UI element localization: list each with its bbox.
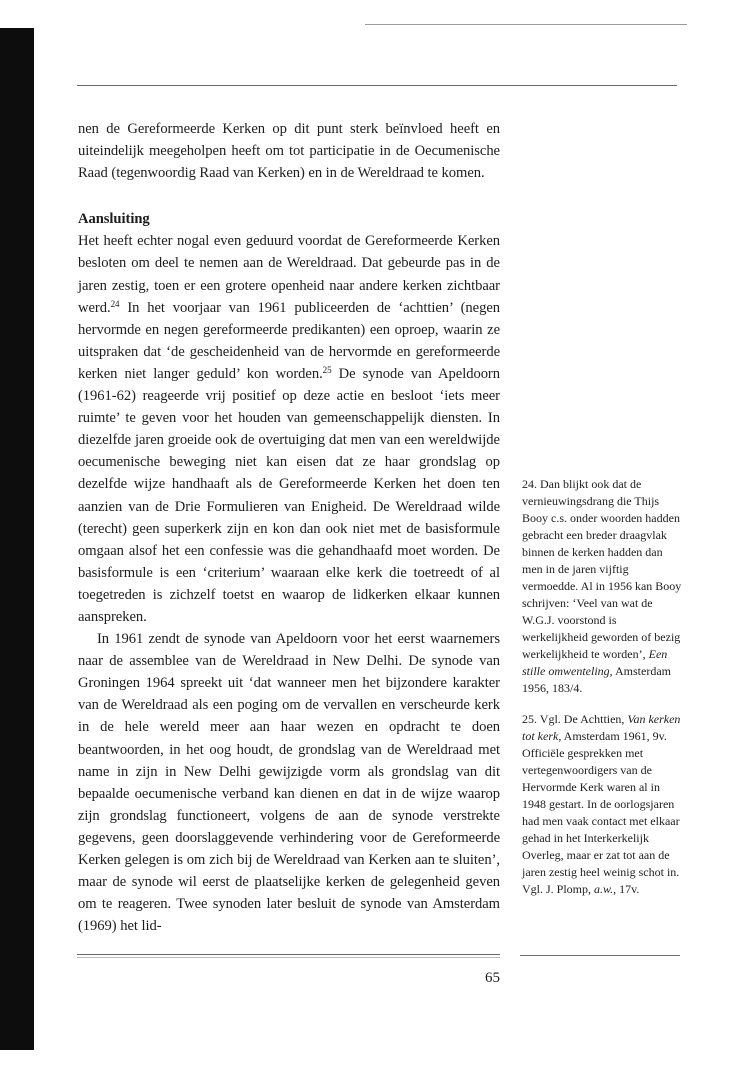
footnote-25-title: Van kerken tot kerk [522,712,681,743]
footnote-24-text-1: 24. Dan blijkt ook dat de vernieuwingsdrang die Thijs Booy c.s. onder woorden hadden gebracht een breder draagvlak binnen de kerken hadden dan men in de jaren vijftig vermoedde. Al in 1956 kan Booy schrijven: ‘Veel van wat de W.G.J. voorstond is werkelijkheid geworden of bezig werkelijkheid te worden’, [522,477,682,661]
paragraph-2-part-3: De synode van Apeldoorn (1961-62) reageerde vrij positief op deze actie en besloot ‘iets meer ruimte’ te geven voor het houden van gemeenschappelijk diensten. In diezelfde jaren groeide ook de overtuiging dat men van een wereldwijde oecumenische beweging niet kan eisen dat ze haar grondslag op dezelfde wijze handhaaft als de Gereformeerde Kerken het doen ten aanzien van de Drie Formulieren van Enigheid. De Wereldraad wilde (terecht) geen superkerk zijn en kon dan ook niet met de basisformule omgaan alsof het een confessie was die gehandhaafd moet worden. De basisformule is een ‘criterium’ waaraan elke kerk die toetreedt of al toegetreden is zichzelf toetst en waarop de lidkerken elkaar kunnen aanspreken. [78,365,500,625]
margin-notes [522,476,685,912]
notes-footer-rule [520,955,680,956]
footnote-25-text-1: 25. Vgl. De Achttien, [522,712,628,726]
section-heading: Aansluiting [78,211,150,228]
header-rule [77,85,677,86]
footnote-25-text-3: , 17v. [613,882,640,896]
binding-edge [0,28,34,1050]
footnote-25-abbr: a.w. [594,882,614,896]
footnote-ref-25[interactable]: 25 [322,364,332,375]
footnote-24 [522,476,685,697]
header-rule-short [365,24,687,25]
footer-rule [77,954,500,955]
paragraph-2-part-1: Het heeft echter nogal even geduurd voordat de Gereformeerde Kerken besloten om deel te nemen aan de Wereldraad. Dat gebeurde pas in de jaren zestig, toen er een grotere openheid naar andere kerken zichtbaar werd. [78,233,500,316]
paragraph-1: nen de Gereformeerde Kerken op dit punt sterk beïnvloed heeft en uiteindelijk meegeholpen heeft om tot participatie in de Oecumenische Raad (tegenwoordig Raad van Kerken) en in de Wereldraad te komen. [78,121,500,182]
footnote-24-text-2: , Amsterdam 1956, 183/4. [522,664,671,695]
page-number: 65 [485,970,500,986]
footer-rule-secondary [77,957,500,958]
main-text-column [78,118,500,937]
paragraph-gap [78,184,500,208]
footnote-ref-24[interactable]: 24 [110,298,120,309]
footnote-24-title: Een stille omwenteling [522,647,668,678]
paragraph-2 [78,230,500,628]
footnote-25 [522,711,685,898]
paragraph-3: In 1961 zendt de synode van Apeldoorn voor het eerst waarnemers naar de assemblee van de Wereldraad in New Delhi. De synode van Groningen 1964 spreekt uit ‘dat wanneer men het bijzondere karakter van de Wereldraad als een poging om de vervallen en verscheurde kerk in de hele wereld meer aan haar wezen en opdracht te doen beantwoorden, in het oog houdt, de grondslag van de Wereldraad met name in zijn in New Delhi gewijzigde vorm als grondslag van dit bepaalde oecumenische verband kan dienen en dat in de wijze waarop zijn grondslag functioneert, volgens de aan de synode verstrekte gegevens, geen doorslaggevende verhindering voor de Gereformeerde Kerken gelegen is om zich bij de Wereldraad van Kerken aan te sluiten’, maar de synode wil eerst de plaatselijke kerken de gelegenheid geven om te reageren. Twee synoden later besluit de synode van Amsterdam (1969) het lid- [78,631,500,935]
paragraph-2-part-2: In het voorjaar van 1961 publiceerden de ‘achttien’ (negen hervormde en negen gereformeerde predikanten) een oproep, waarin ze uitspraken dat ‘de gescheidenheid van de hervormde en gereformeerde kerken niet langer geduld’ kon worden. [78,299,500,382]
footnote-25-text-2: , Amsterdam 1961, 9v. Officiële gesprekken met vertegenwoordigers van de Hervormde Kerk waren al in 1948 gestart. In de oorlogsjaren had men vaak contact met elkaar gehad in het Interkerkelijk Overleg, maar er zat tot aan de jaren zestig heel weinig schot in. Vgl. J. Plomp, [522,729,680,896]
